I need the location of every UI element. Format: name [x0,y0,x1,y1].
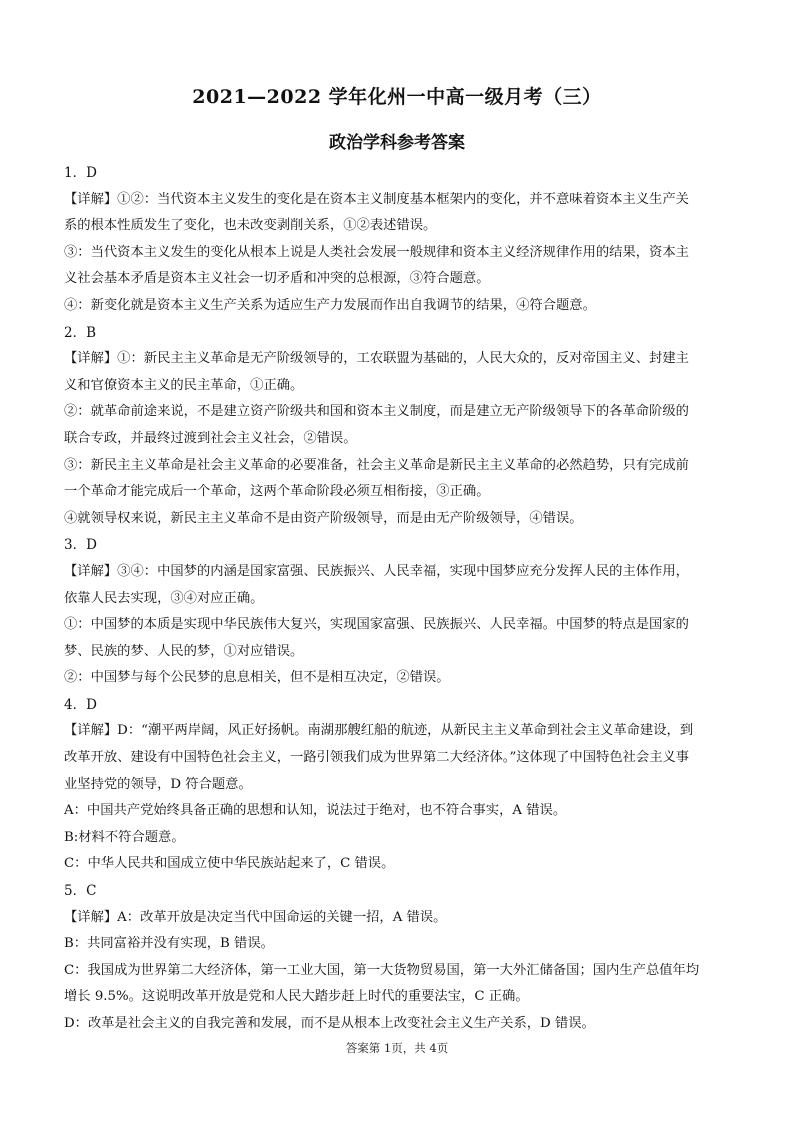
question-number-2: 2．B [64,324,97,341]
question-number-4: 4．D [64,696,97,713]
text-line: B:材料不符合题意。 [64,829,185,845]
text-line: ②：中国梦与每个公民梦的息息相关，但不是相互决定，②错误。 [64,670,450,686]
text-line: 【详解】①：新民主主义革命是无产阶级领导的，工农联盟为基础的，人民大众的，反对帝国主义、封建主 [64,351,689,367]
text-line: 依靠人民去实现，③④对应正确。 [64,590,264,606]
text-line: ④：新变化就是资本主义生产关系为适应生产力发展而作出自我调节的结果，④符合题意。 [64,297,596,313]
text-line: 一个革命才能完成后一个革命，这两个革命阶段必须互相衔接，③正确。 [64,484,490,500]
question-number-5: 5．C [64,883,97,900]
text-line: C：我国成为世界第二大经济体，第一工业大国，第一大货物贸易国，第一大外汇储备国；国内生产总值年均 [64,962,700,978]
text-line: 联合专政，并最终过渡到社会主义社会，②错误。 [64,430,357,446]
text-line: ②：就革命前途来说，不是建立资产阶级共和国和资本主义制度，而是建立无产阶级领导下的各革命阶级的 [64,404,689,420]
text-line: 梦、民族的梦、人民的梦，①对应错误。 [64,643,304,659]
question-number-3: 3．D [64,537,97,554]
question-number-1: 1．D [64,165,97,181]
page-footer: 答案第 1页，共 4页 [345,1041,449,1055]
answer-body [64,160,730,1038]
page-title: 2021—2022 学年化州一中高一级月考（三） [192,86,602,108]
text-line: D：改革是社会主义的自我完善和发展，而不是从根本上改变社会主义生产关系，D 错误。 [64,1016,595,1031]
text-line: A：中国共产党始终具备正确的思想和认知，说法过于绝对，也不符合事实，A 错误。 [64,803,567,819]
text-line: 增长 9.5%。这说明改革开放是党和人民大踏步赶上时代的重要法宝，C 正确。 [64,989,529,1005]
text-line: 【详解】A：改革开放是决定当代中国命运的关键一招，A 错误。 [64,909,447,925]
text-line: 义和官僚资本主义的民主革命，①正确。 [64,377,304,393]
text-line: ①：中国梦的本质是实现中华民族伟大复兴，实现国家富强、民族振兴、人民幸福。中国梦的特点是国家的 [64,617,689,633]
text-line: 系的根本性质发生了变化，也未改变剥削关系，①②表述错误。 [64,218,437,234]
text-line: 业坚持党的领导，D 符合题意。 [64,776,252,792]
text-line: ③：当代资本主义发生的变化从根本上说是人类社会发展一般规律和资本主义经济规律作用的结果，资本主 [64,244,689,260]
text-line: ③：新民主主义革命是社会主义革命的必要准备，社会主义革命是新民主主义革命的必然趋势，只有完成前 [64,457,689,473]
text-line: C：中华人民共和国成立使中华民族站起来了，C 错误。 [64,856,395,872]
text-line: 【详解】③④：中国梦的内涵是国家富强、民族振兴、人民幸福，实现中国梦应充分发挥人民的主体作用， [64,563,689,579]
page-subtitle: 政治学科参考答案 [329,133,465,153]
text-line: 义社会基本矛盾是资本主义社会一切矛盾和冲突的总根源，③符合题意。 [64,271,490,287]
text-line: 改革开放、建设有中国特色社会主义，一路引领我们成为世界第二大经济体。”这体现了中国特色社会主义事 [64,750,690,766]
text-line: ④就领导权来说，新民主主义革命不是由资产阶级领导，而是由无产阶级领导，④错误。 [64,510,583,526]
text-line: B：共同富裕并没有实现，B 错误。 [64,936,274,952]
text-line: 【详解】D：“潮平两岸阔，风正好扬帆。南湖那艘红船的航迹，从新民主主义革命到社会主义革命建设，到 [64,723,694,739]
text-line: 【详解】①②：当代资本主义发生的变化是在资本主义制度基本框架内的变化，并不意味着资本主义生产关 [64,191,689,207]
